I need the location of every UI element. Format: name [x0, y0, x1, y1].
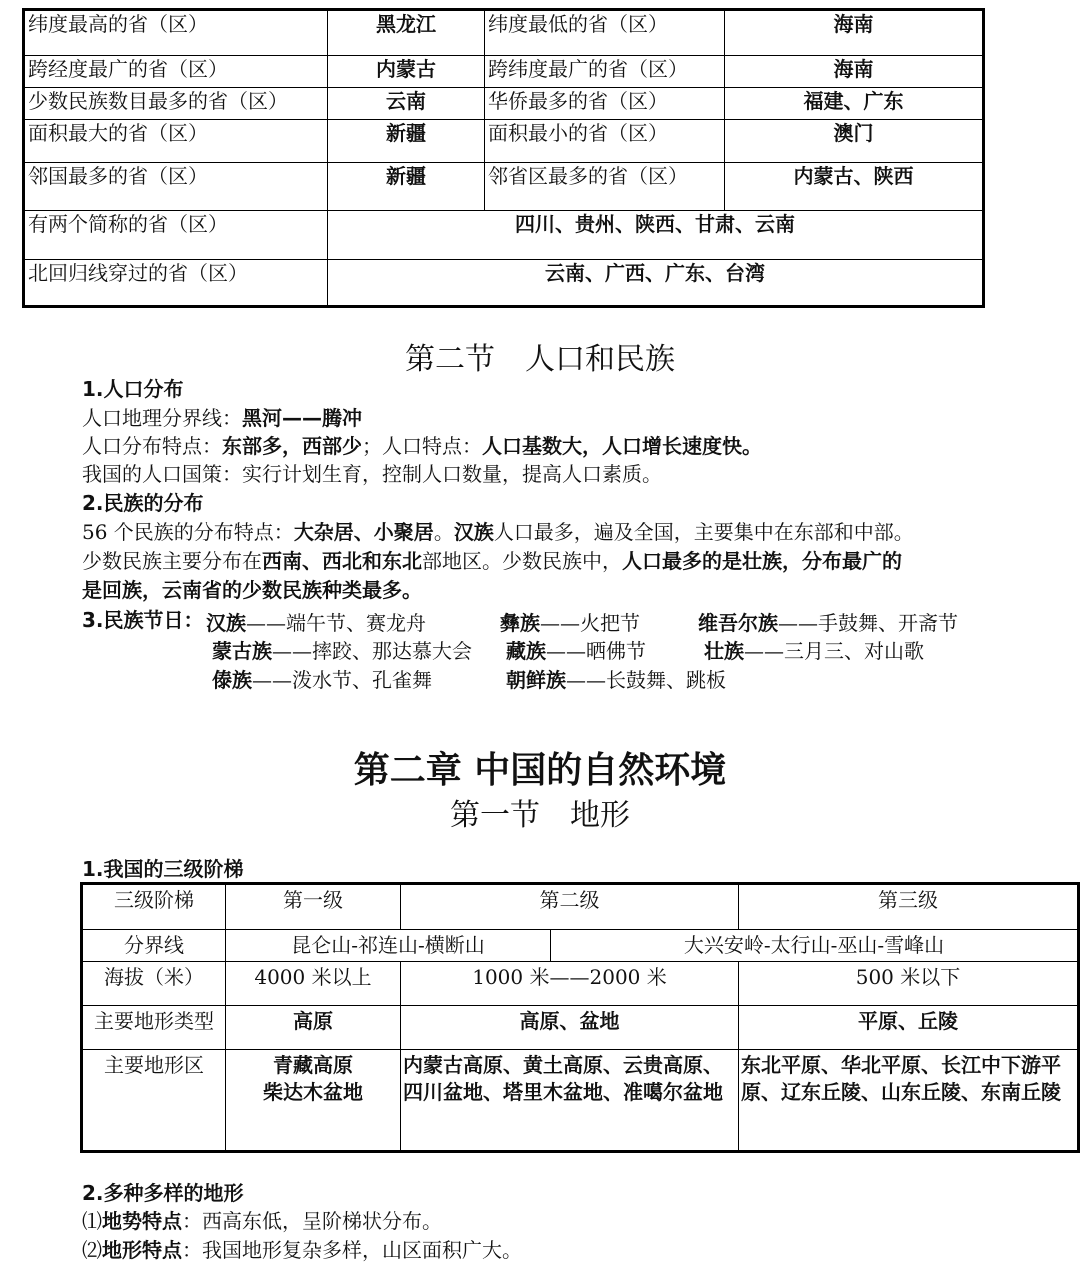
table-cell: 跨经度最广的省（区）: [24, 56, 328, 88]
text-bold: 大杂居、小聚居: [293, 520, 434, 544]
text: ⑴: [82, 1209, 102, 1233]
heading-festivals: 3.民族节日：: [82, 608, 204, 632]
terrain-steps-table: [80, 882, 1080, 1153]
text-bold: 汉族: [453, 520, 494, 544]
festival-item: [500, 607, 640, 636]
ethnic-name: 朝鲜族: [506, 668, 566, 692]
table-cell: 面积最小的省（区）: [485, 120, 725, 163]
table-row: [24, 163, 984, 211]
table-cell: 华侨最多的省（区）: [485, 88, 725, 120]
table-cell: 海南: [725, 56, 984, 88]
table-cell: 分界线: [82, 930, 226, 962]
province-facts-table: [22, 8, 985, 308]
table-cell: 少数民族数目最多的省（区）: [24, 88, 328, 120]
table-cell: 面积最大的省（区）: [24, 120, 328, 163]
table-cell: 高原: [226, 1006, 401, 1050]
table-cell: 邻国最多的省（区）: [24, 163, 328, 211]
text: 人口分布特点：: [82, 434, 222, 458]
table-header-cell: 第三级: [739, 884, 1079, 930]
text-bold: 人口最多的是壮族，分布最广的: [622, 549, 902, 573]
table-cell: 内蒙古、陕西: [725, 163, 984, 211]
table-cell: 东北平原、华北平原、长江中下游平原、辽东丘陵、山东丘陵、东南丘陵: [739, 1050, 1079, 1152]
paragraph-line: 是回族，云南省的少数民族种类最多。: [82, 578, 422, 602]
table-cell: 澳门: [725, 120, 984, 163]
heading-population: 1.人口分布: [82, 377, 184, 401]
table-cell: 内蒙古高原、黄土高原、云贵高原、四川盆地、塔里木盆地、准噶尔盆地: [401, 1050, 739, 1152]
text: 人口地理分界线：: [82, 406, 242, 430]
table-row: [82, 884, 1079, 930]
ethnic-name: 傣族: [212, 668, 252, 692]
text: 部地区。少数民族中，: [422, 549, 622, 573]
festival-desc: ——三月三、对山歌: [744, 639, 924, 663]
table-row: [24, 211, 984, 260]
ethnic-name: 彝族: [500, 611, 540, 635]
heading-three-steps: 1.我国的三级阶梯: [82, 857, 244, 881]
table-cell: 昆仑山-祁连山-横断山: [226, 930, 551, 962]
table-cell: 平原、丘陵: [739, 1006, 1079, 1050]
ethnic-name: 壮族: [704, 639, 744, 663]
text: ⑵: [82, 1238, 102, 1262]
table-row: [82, 1006, 1079, 1050]
table-cell: 新疆: [328, 163, 485, 211]
table-cell: 北回归线穿过的省（区）: [24, 260, 328, 307]
text-bold: 黑河——腾冲: [242, 406, 362, 430]
table-cell: 纬度最高的省（区）: [24, 10, 328, 56]
table-cell: 福建、广东: [725, 88, 984, 120]
text: 少数民族主要分布在: [82, 549, 262, 573]
paragraph-line: [82, 433, 762, 459]
table-cell: 新疆: [328, 120, 485, 163]
ethnic-name: 藏族: [506, 639, 546, 663]
festival-desc: ——摔跤、那达慕大会: [272, 639, 472, 663]
table-cell: 四川、贵州、陕西、甘肃、云南: [328, 211, 984, 260]
table-header-cell: 第二级: [401, 884, 739, 930]
section-title: 第二节 人口和民族: [405, 342, 675, 377]
table-cell: 云南: [328, 88, 485, 120]
table-row: [24, 10, 984, 56]
table-cell: 4000 米以上: [226, 962, 401, 1006]
festival-desc: ——火把节: [540, 611, 640, 635]
paragraph-line: [82, 519, 914, 545]
table-cell: 海南: [725, 10, 984, 56]
table-row: [24, 120, 984, 163]
table-row: [24, 88, 984, 120]
paragraph-line: [82, 1208, 442, 1234]
ethnic-name: 蒙古族: [212, 639, 272, 663]
ethnic-name: 汉族: [206, 611, 246, 635]
text-bold: 地形特点: [102, 1238, 182, 1262]
text-bold: 西南、西北和东北: [262, 549, 422, 573]
paragraph-line: [82, 1237, 522, 1263]
festival-item: [704, 635, 924, 664]
table-cell: 内蒙古: [328, 56, 485, 88]
table-cell: 海拔（米）: [82, 962, 226, 1006]
table-row: [82, 930, 1079, 962]
festival-item: [206, 607, 426, 636]
text: ：西高东低，呈阶梯状分布。: [182, 1209, 442, 1233]
festival-desc: ——手鼓舞、开斋节: [778, 611, 958, 635]
festival-desc: ——长鼓舞、跳板: [566, 668, 726, 692]
ethnic-name: 维吾尔族: [698, 611, 778, 635]
table-cell: 邻省区最多的省（区）: [485, 163, 725, 211]
festival-desc: ——晒佛节: [546, 639, 646, 663]
paragraph-line: [82, 548, 902, 574]
paragraph-line: [82, 405, 362, 431]
table-cell: 云南、广西、广东、台湾: [328, 260, 984, 307]
table-cell: 主要地形类型: [82, 1006, 226, 1050]
table-cell: 主要地形区: [82, 1050, 226, 1152]
text: 人口最多，遍及全国，主要集中在东部和中部。: [493, 520, 914, 544]
text: 。: [433, 520, 454, 544]
festival-item: [506, 635, 646, 664]
table-cell: 高原、盆地: [401, 1006, 739, 1050]
text: ；人口特点：: [362, 434, 482, 458]
chapter-title: 第二章 中国的自然环境: [353, 750, 727, 791]
table-row: [24, 260, 984, 307]
table-header-cell: 三级阶梯: [82, 884, 226, 930]
festival-item: [506, 664, 726, 693]
table-cell: 有两个简称的省（区）: [24, 211, 328, 260]
festival-item: [212, 635, 472, 664]
table-cell: 大兴安岭-太行山-巫山-雪峰山: [551, 930, 1079, 962]
heading-ethnic: 2.民族的分布: [82, 491, 204, 515]
heading-diverse-terrain: 2.多种多样的地形: [82, 1181, 244, 1205]
table-cell: 青藏高原 柴达木盆地: [226, 1050, 401, 1152]
text: 56 个民族的分布特点：: [82, 520, 294, 544]
table-cell: 500 米以下: [739, 962, 1079, 1006]
festival-item: [698, 607, 958, 636]
table-row: [82, 1050, 1079, 1152]
paragraph-line: 我国的人口国策：实行计划生育，控制人口数量，提高人口素质。: [82, 462, 662, 486]
text-bold: 地势特点: [102, 1209, 182, 1233]
festival-desc: ——泼水节、孔雀舞: [252, 668, 432, 692]
table-cell: 纬度最低的省（区）: [485, 10, 725, 56]
table-header-cell: 第一级: [226, 884, 401, 930]
table-cell: 黑龙江: [328, 10, 485, 56]
text-bold: 东部多，西部少: [222, 434, 362, 458]
text: ：我国地形复杂多样，山区面积广大。: [182, 1238, 522, 1262]
festival-desc: ——端午节、赛龙舟: [246, 611, 426, 635]
table-row: [24, 56, 984, 88]
text-bold: 人口基数大，人口增长速度快。: [482, 434, 762, 458]
festival-item: [212, 664, 432, 693]
table-row: [82, 962, 1079, 1006]
table-cell: 跨纬度最广的省（区）: [485, 56, 725, 88]
table-cell: 1000 米——2000 米: [401, 962, 739, 1006]
section-title: 第一节 地形: [450, 798, 630, 833]
